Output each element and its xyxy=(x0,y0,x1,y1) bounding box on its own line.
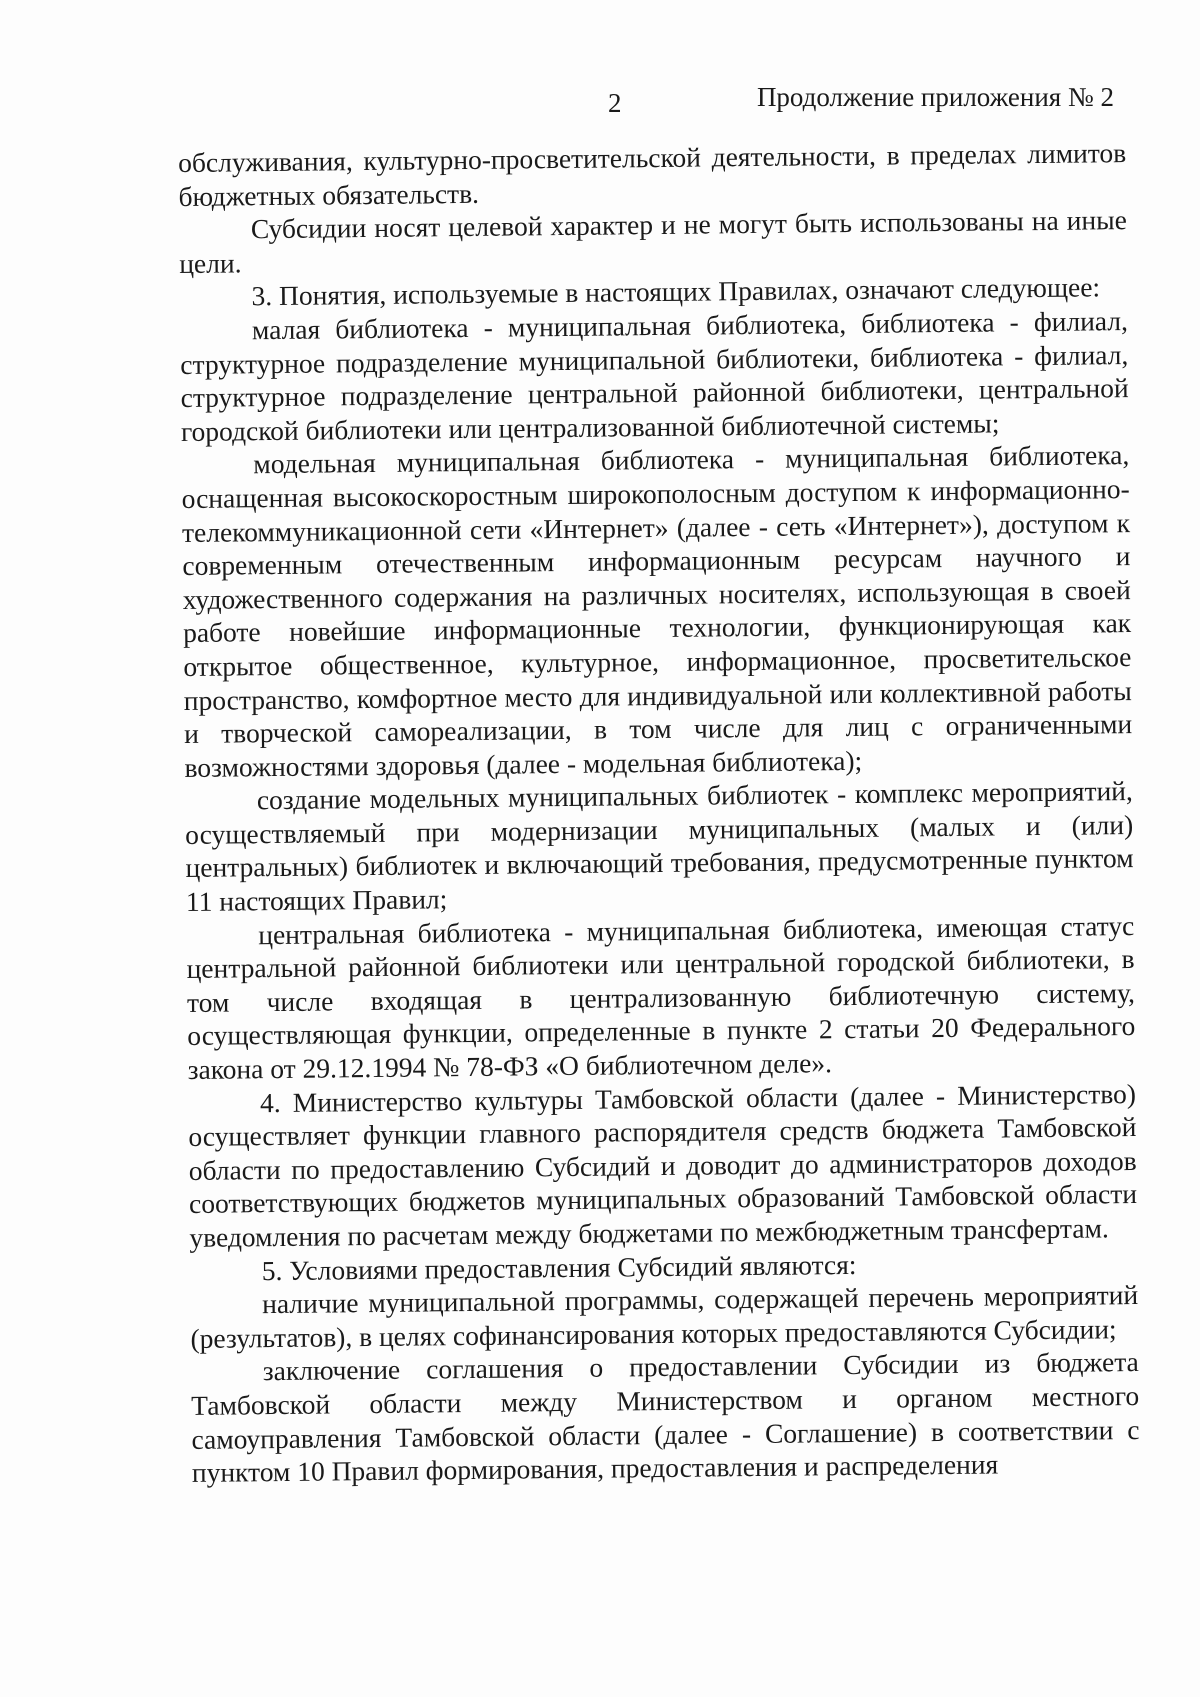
paragraph: 5. Условиями предоставления Субсидий являются: xyxy=(261,1248,857,1286)
appendix-continuation-label: Продолжение приложения № 2 xyxy=(756,82,1114,112)
paragraph: заключение соглашения о предоставлении Субсидии из бюджета Тамбовской области между Министерством и органом местного самоуправления Тамбовской области (далее - Соглашение) в соответствии с пунктом 10 Правил формирования, предоставления и распределения xyxy=(191,1346,1140,1489)
paragraph: малая библиотека - муниципальная библиотека, библиотека - филиал, структурное подразделение муниципальной библиотеки, библиотека - филиал, структурное подразделение центральной районной библиотеки, центральной городской библиотеки или централизованной библиотечной системы; xyxy=(180,305,1129,447)
paragraph: создание модельных муниципальных библиотек - комплекс мероприятий, осуществляемый при модернизации муниципальных (малых и (или) центральных) библиотек и включающий требования, предусмотренные пунктом 11 настоящих Правил; xyxy=(185,775,1134,918)
paragraph: 3. Понятия, используемые в настоящих Правилах, означают следующее: xyxy=(251,271,1101,312)
page-number: 2 xyxy=(608,88,622,118)
paragraph-continuation: обслуживания, культурно-просветительской деятельности, в пределах лимитов бюджетных обязательств. xyxy=(178,137,1127,212)
paragraph: 4. Министерство культуры Тамбовской области (далее - Министерство) осуществляет функции главного распорядителя средств бюджета Тамбовской области по предоставлению Субсидий и доводит до администраторов доходов соответствующих бюджетов муниципальных образований Тамбовской области уведомления по расчетам между бюджетами по межбюджетным трансфертам. xyxy=(188,1077,1138,1253)
paragraph: модельная муниципальная библиотека - муниципальная библиотека, оснащенная высокоскоростным широкополосным доступом к информационно-телекоммуникационной сети «Интернет» (далее - сеть «Интернет»), доступом к современным отечественным информационным ресурсам научного и художественного содержания на различных носителях, использующая в своей работе новейшие информационные технологии, функционирующая как открытое общественное, культурное, информационное, просветительское пространство, комфортное место для индивидуальной или коллективной работы и творческой самореализации, в том числе для лиц с ограниченными возможностями здоровья (далее - модельная библиотека); xyxy=(181,439,1133,783)
paragraph: наличие муниципальной программы, содержащей перечень мероприятий (результатов), в целях софинансирования которых предоставляются Субсидии; xyxy=(190,1279,1139,1354)
document-body xyxy=(178,136,1140,1490)
paragraph: центральная библиотека - муниципальная библиотека, имеющая статус центральной районной библиотеки или центральной городской библиотеки, в том числе входящая в централизованную библиотечную систему, осуществляющая функции, определенные в пункте 2 статьи 20 Федерального закона от 29.12.1994 № 78-ФЗ «О библиотечном деле». xyxy=(186,909,1136,1085)
paragraph: Субсидии носят целевой характер и не могут быть использованы на иные цели. xyxy=(179,204,1127,279)
